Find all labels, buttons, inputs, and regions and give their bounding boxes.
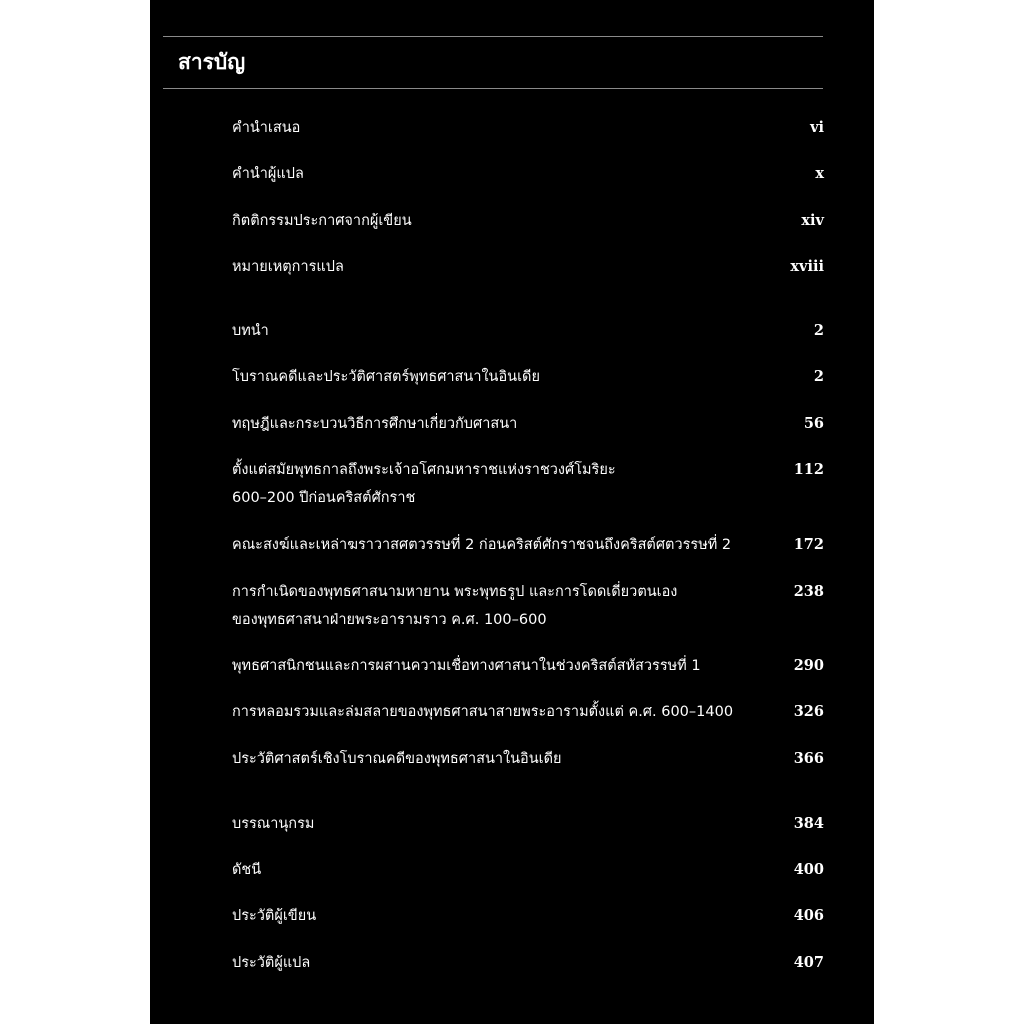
toc-entry-chapter-2[interactable] [232,410,824,438]
toc-entry-title: ประวัติศาสตร์เชิงโบราณคดีของพุทธศาสนาในอินเดีย [232,751,562,767]
toc-entry-conclusion[interactable] [232,745,824,773]
toc-entry-title-line-2: 600–200 ปีก่อนคริสต์ศักราช [232,490,416,506]
toc-entry-chapter-7[interactable] [232,698,824,726]
toc-entry-translation-notes[interactable] [232,253,824,281]
toc-entry-translator-preface[interactable] [232,160,824,188]
toc-entry-page: 172 [793,536,824,553]
toc-entry-page: 384 [793,815,824,832]
toc-entry-title: ประวัติผู้เขียน [232,908,317,924]
toc-entry-title-line-2: ของพุทธศาสนาฝ่ายพระอารามราว ค.ศ. 100–600 [232,612,547,628]
top-rule [163,36,823,37]
toc-entry-foreword[interactable] [232,114,824,142]
toc-entry-page: x [815,165,824,182]
toc-entry-author-bio[interactable] [232,902,824,930]
toc-entry-title: คำนำเสนอ [232,120,301,136]
toc-entry-page: xviii [790,258,824,275]
toc-entry-introduction[interactable] [232,317,824,345]
toc-entry-chapter-6[interactable] [232,652,824,680]
toc-entry-page: 238 [793,583,824,600]
toc-entry-title: กิตติกรรมประกาศจากผู้เขียน [232,213,412,229]
toc-entry-page: 366 [793,750,824,767]
toc-entry-chapter-5[interactable] [232,578,824,634]
toc-entry-title: หมายเหตุการแปล [232,259,344,275]
toc-entry-page: 290 [793,657,824,674]
toc-entry-title: บรรณานุกรม [232,816,315,832]
toc-entry-title: คำนำผู้แปล [232,166,304,182]
toc-entry-title: คณะสงฆ์และเหล่าฆราวาสศตวรรษที่ 2 ก่อนคริสต์ศักราชจนถึงคริสต์ศตวรรษที่ 2 [232,537,732,553]
toc-entry-page: 326 [793,703,824,720]
toc-entry-acknowledgements[interactable] [232,207,824,235]
toc-entry-title: ประวัติผู้แปล [232,955,311,971]
toc-entry-page: 406 [793,907,824,924]
toc-entry-title [232,578,762,634]
toc-entry-index[interactable] [232,856,824,884]
toc-entry-title: บทนำ [232,323,269,339]
toc-heading: สารบัญ [178,50,246,74]
toc-entry-title: โบราณคดีและประวัติศาสตร์พุทธศาสนาในอินเดีย [232,369,540,385]
toc-entry-translator-bio[interactable] [232,949,824,977]
toc-entry-bibliography[interactable] [232,810,824,838]
toc-entry-title: ทฤษฎีและกระบวนวิธีการศึกษาเกี่ยวกับศาสนา [232,416,518,432]
toc-entry-page: 112 [793,461,824,478]
toc-entry-page: 400 [793,861,824,878]
toc-entry-page: 2 [813,368,824,385]
heading-rule [163,88,823,89]
toc-entry-page: 407 [793,954,824,971]
toc-entry-page: 56 [803,415,824,432]
toc-entry-title-line-1: ตั้งแต่สมัยพุทธกาลถึงพระเจ้าอโศกมหาราชแห่งราชวงศ์โมริยะ [232,462,616,478]
toc-entry-page: xiv [801,212,824,229]
toc-entry-title: พุทธศาสนิกชนและการผสานความเชื่อทางศาสนาในช่วงคริสต์สหัสวรรษที่ 1 [232,658,701,674]
toc-entry-page: vi [810,119,824,136]
toc-entry-title [232,456,762,512]
toc-entry-title: ดัชนี [232,862,262,878]
toc-entry-chapter-1[interactable] [232,363,824,391]
toc-entry-chapter-3[interactable] [232,456,824,512]
toc-entry-title: การหลอมรวมและล่มสลายของพุทธศาสนาสายพระอารามตั้งแต่ ค.ศ. 600–1400 [232,704,734,720]
toc-entry-title-line-1: การกำเนิดของพุทธศาสนามหายาน พระพุทธรูป และการโดดเดี่ยวตนเอง [232,584,678,600]
toc-page [150,0,874,1024]
toc-entry-page: 2 [813,322,824,339]
toc-entry-chapter-4[interactable] [232,531,824,559]
